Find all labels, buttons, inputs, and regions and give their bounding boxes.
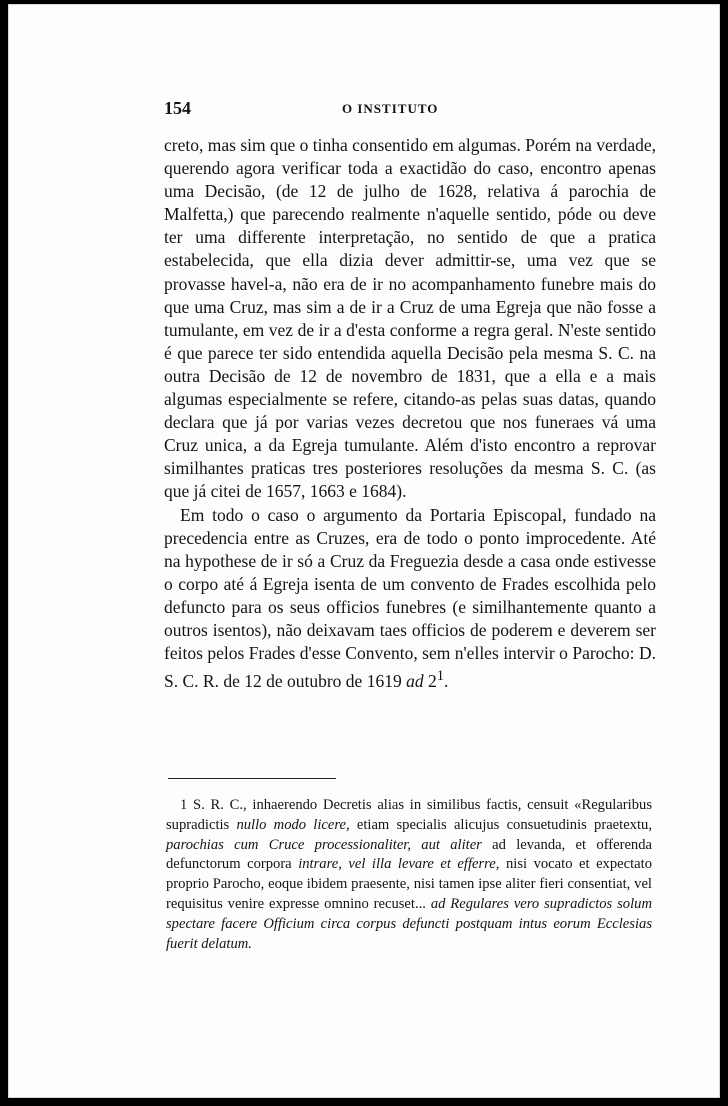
- footnote: [166, 796, 652, 954]
- footnote-text-1: S. R. C., inhaerendo Decretis alias in similibus factis, censuit «Regularibus supradictis: [166, 797, 652, 833]
- paragraph-2-ad: ad: [406, 670, 424, 691]
- footnote-text-3: ad levanda, et offerenda defunctorum corpora: [166, 836, 652, 873]
- paragraph-2-end: .: [444, 670, 449, 691]
- footnote-italic-1: nullo modo licere,: [236, 816, 350, 833]
- paragraph-1: [164, 134, 656, 504]
- footnote-reference: 1: [436, 668, 444, 685]
- page-number: 154: [164, 98, 191, 118]
- footnote-italic-3: intrare, vel illa levare et efferre,: [298, 856, 500, 873]
- running-head: O INSTITUTO: [342, 101, 439, 116]
- paragraph-2-ref: 2: [427, 670, 437, 691]
- page-header: [164, 98, 654, 122]
- footnote-italic-2: parochias cum Cruce processionaliter, aut aliter: [166, 836, 482, 853]
- footnote-marker: 1: [180, 797, 188, 813]
- paragraph-2-text: Em todo o caso o argumento da Portaria Episcopal, fundado na precedencia entre as Cruzes, era de todo o ponto improcedente. Até na hypothese de ir só a Cruz da Freguezia desde a casa onde estivesse o corpo até á Egreja isenta de um convento de Frades escolhida pelo defuncto para os seus officios funebres (e similhantemente quanto a outros isentos), não deixavam taes officios de poderem e deverem ser feitos pelos Frades d'esse Convento, sem n'elles intervir o Parocho: D. S. C. R. de 12 de outubro de 1619: [164, 504, 656, 691]
- footnote-separator: [168, 778, 336, 779]
- main-text: [164, 134, 656, 693]
- paragraph-1-text: creto, mas sim que o tinha consentido em algumas. Porém na verdade, querendo agora verificar toda a exactidão do caso, encontro apenas uma Decisão, (de 12 de julho de 1628, relativa á parochia de Malfetta,) que parecendo realmente n'aquelle sentido, póde ou deve ter uma differente interpretação, no sentido de que a pratica estabelecida, que ella dizia dever admittir-se, uma vez que se provasse havel-a, não era de ir no acompanhamento funebre mais do que uma Cruz, mas sim a de ir a Cruz de uma Egreja que não fosse a tumulante, em vez de ir a d'esta conforme a regra geral. N'este sentido é que parece ter sido entendida aquella Decisão pela mesma S. C. na outra Decisão de 12 de novembro de 1831, que a ella e a mais algumas especialmente se refere, citando-as pelas suas datas, quando declara que já por varias vezes decretou que nos funeraes vá uma Cruz unica, a da Egreja tumulante. Além d'isto encontro a reprovar similhantes praticas tres posteriores resoluções da mesma S. C. (as que já citei de 1657, 1663 e 1684).: [164, 135, 656, 502]
- footnote-text-2: etiam specialis alicujus consuetudinis praetextu,: [356, 816, 652, 833]
- footnote-text-4: nisi vocato et expectato proprio Parocho, eoque ibidem praesente, nisi tamen ipse aliter fieri consentiat, vel requisitus venire expresse omnino recuset...: [166, 856, 652, 912]
- book-page: [8, 4, 720, 1098]
- footnote-italic-4: ad Regulares vero supradictos solum spectare facere Officium circa corpus defuncti postquam intus eorum Ecclesias fuerit delatum.: [166, 895, 652, 952]
- paragraph-2: [164, 504, 656, 694]
